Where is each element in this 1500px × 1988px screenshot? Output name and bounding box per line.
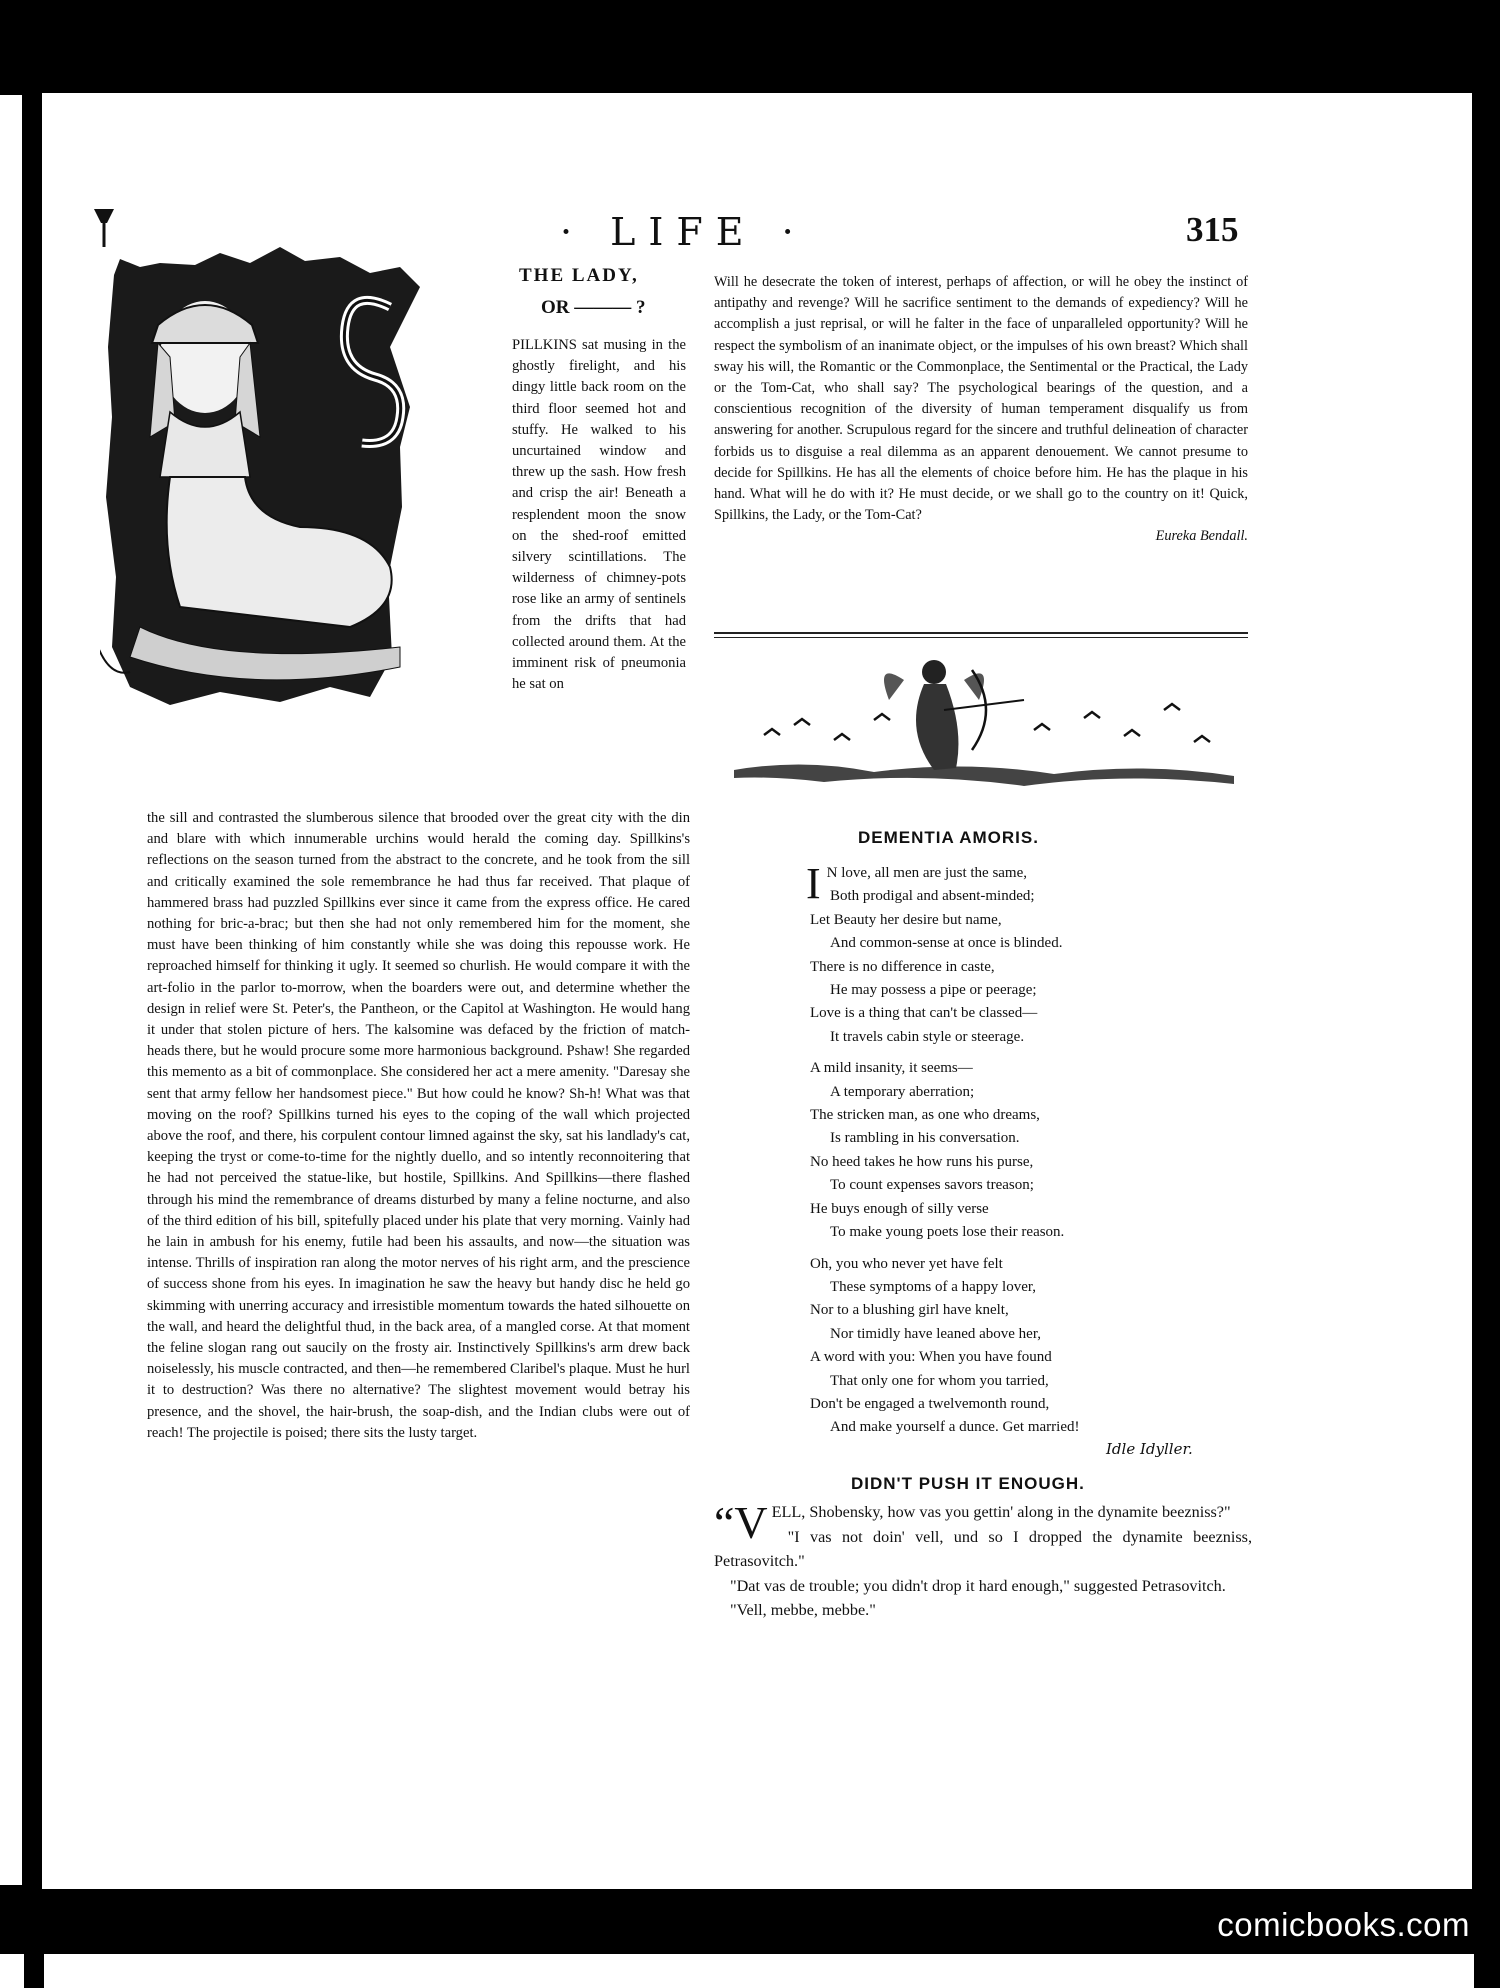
poem-line: Nor timidly have leaned above her, [830, 1325, 1041, 1342]
article-signature: Eureka Bendall. [1155, 528, 1248, 545]
next-page-left-fragment [0, 1954, 24, 1988]
story-paragraph: "I vas not doin' vell, und so I dropped the dynamite beezniss, Petrasovitch." [714, 1527, 1252, 1570]
poem-line: These symptoms of a happy lover, [830, 1278, 1037, 1295]
poem-line: N love, all men are just the same, [826, 865, 1028, 881]
poem-line: To make young poets lose their reason. [830, 1224, 1065, 1241]
poem-dropcap: I [806, 859, 821, 908]
cupid-illustration [724, 650, 1244, 820]
poem-line: Oh, you who never yet have felt [810, 1255, 1003, 1272]
story-dropcap: “V [714, 1497, 768, 1548]
poem-body [806, 859, 1230, 1448]
previous-page-edge [0, 95, 22, 1885]
story-paragraph: "Vell, mebbe, mebbe." [730, 1601, 876, 1619]
poem-line: And common-sense at once is blinded. [830, 935, 1063, 952]
poem-line: And make yourself a dunce. Get married! [830, 1419, 1080, 1436]
article-continuation-text: Will he desecrate the token of interest, perhaps of affection, or will he obey the instinct of antipathy and revenge? Will he sacrifice sentiment to the demands of expediency? Will he accomplish a just reprisal, or will he falter in the face of unparalleled opportunity? Will he respect the symbolism of an inanimate object, or the impulses of his own breast? Which shall sway his will, the Romantic or the Commonplace, the Sentimental or the Practical, the Lady or the Tom-Cat, who shall say? The psychological bearings of the question, and a conscientious recognition of the diversity of human temperament disqualify us from answering for another. Scrupulous regard for the sincere and truthful delineation of character forbids us to disguise a real dilemma as an apparent denouement. We cannot presume to decide for Spillkins. He has all the elements of choice before him. He has the plaque in his hand. What will he do with it? He must decide, or we shall go to the country on it! Quick, Spillkins, the Lady, or the Tom-Cat? [714, 274, 1248, 524]
section-divider-bottom [714, 637, 1248, 638]
poem-line: Let Beauty her desire but name, [810, 911, 1002, 928]
section-divider-top [714, 632, 1248, 634]
story-body [714, 1497, 1252, 1623]
poem-line: The stricken man, as one who dreams, [810, 1107, 1040, 1124]
poem-stanza [810, 1057, 1230, 1244]
poem-stanza [806, 859, 1230, 1049]
watermark: comicbooks.com [1217, 1906, 1470, 1943]
poem-line: There is no difference in caste, [810, 958, 995, 975]
poem-line: Both prodigal and absent-minded; [830, 888, 1035, 905]
poem-signature: Idle Idyller. [1106, 1440, 1193, 1458]
poem-line: Nor to a blushing girl have knelt, [810, 1302, 1009, 1319]
poem-line: He buys enough of silly verse [810, 1200, 989, 1217]
sphinx-illustration [100, 247, 510, 709]
poem-line: A mild insanity, it seems— [810, 1060, 973, 1077]
story-paragraph: "Dat vas de trouble; you didn't drop it hard enough," suggested Petrasovitch. [730, 1576, 1226, 1595]
article-title-line2: OR ——— ? [541, 297, 646, 318]
poem-line: To count expenses savors treason; [830, 1177, 1034, 1194]
poem-line: Love is a thing that can't be classed— [810, 1005, 1038, 1022]
poem-line: A word with you: When you have found [810, 1349, 1052, 1366]
poem-stanza [810, 1253, 1230, 1440]
article-narrow-column: PILLKINS sat musing in the ghostly firelight, and his dingy little back room on the third floor seemed hot and stuffy. He walked to his uncurtained window and threw up the sash. How fresh and crisp the air! Beneath a resplendent moon the snow on the shed-roof emitted silvery scintillations. The wilderness of chimney-pots rose like an army of sentinels from the drifts that had collected around them. At the imminent risk of pneumonia he sat on [512, 337, 686, 693]
poem-title: DEMENTIA AMORIS. [858, 828, 1039, 847]
poem-line: No heed takes he how runs his purse, [810, 1153, 1034, 1170]
next-page-edge [0, 1940, 1500, 1984]
story-paragraph: ELL, Shobensky, how vas you gettin' along in the dynamite beezniss?" [771, 1503, 1231, 1521]
masthead-title: · LIFE · [560, 210, 807, 254]
poem-line: Is rambling in his conversation. [830, 1130, 1020, 1147]
poem-line: A temporary aberration; [830, 1083, 975, 1100]
poem-line: That only one for whom you tarried, [830, 1372, 1049, 1389]
poem-line: It travels cabin style or steerage. [830, 1028, 1025, 1045]
poem-line: Don't be engaged a twelvemonth round, [810, 1395, 1050, 1412]
article-wide-column: the sill and contrasted the slumberous silence that brooded over the great city with the din and blare with which innumerable urchins would herald the coming day. Spillkins's reflections on the season turned from the abstract to the concrete, and he took from the sill and critically examined the sole remembrance he had thus far received. That plaque of hammered brass had puzzled Spillkins ever since it came from the express office. He cared nothing for bric-a-brac; but then she had not only remembered him for the moment, she must have been thinking of him constantly while she was doing this repousse work. He reproached himself for thinking it ugly. It seemed so churlish. He would compare it with the art-folio in the parlor to-morrow, when the boarders were out, and determine whether the design in relief were St. Peter's, the Pantheon, or the Capitol at Washington. He would hang it under that stolen picture of hers. The kalsomine was defaced by the friction of match-heads there, but he would procure some more harmonious background. Pshaw! She regarded this memento as a bit of commonplace. She considered her act a mere amenity. "Daresay she sent that army fellow her handsomest piece." But how could he know? Sh-h! What was that moving on the roof? Spillkins turned his eyes to the coping of the wall which projected above the roof, and there, his corpulent contour limned against the sky, sat his landlady's cat, keeping the tryst or come-to-time for the nightly duello, and so intently reconnoitering that he had not perceived the statue-like, but hostile, Spillkins. And Spillkins—there flashed through his mind the remembrance of dreams disturbed by many a feline nocturne, and also of the third edition of his bill, spitefully placed under his plate that very morning. Vainly had he lain in ambush for his enemy, futile had been his assaults, and now—the situation was intense. Thrills of inspiration ran along the motor nerves of his right arm, and the prescience of success shone from his eyes. In imagination he saw the heavy but handy disc he held go skimming with unerring accuracy and irresistible momentum towards the hated silhouette on the wall, and heard the delightful thud, in the back area, of a mangled corse. At that moment the feline slogan rang out saucily on the frosty air. Instinctively Spillkins's arm drew back noiselessly, his muscle contracted, and then—he remembered Claribel's plaque. Must he hurl it to destruction? Was there no alternative? The slightest movement would betray his presence, and the shovel, the hair-brush, the soap-dish, and the Indian clubs were out of reach! The projectile is poised; there sits the lusty target. [147, 810, 690, 1441]
poem-line: He may possess a pipe or peerage; [830, 982, 1037, 999]
article-continuation [714, 272, 1248, 548]
article-title: THE LADY, [519, 265, 639, 286]
page-number: 315 [1186, 210, 1239, 249]
next-page-fragment [44, 1954, 1474, 1988]
story-title: DIDN'T PUSH IT ENOUGH. [851, 1474, 1085, 1493]
